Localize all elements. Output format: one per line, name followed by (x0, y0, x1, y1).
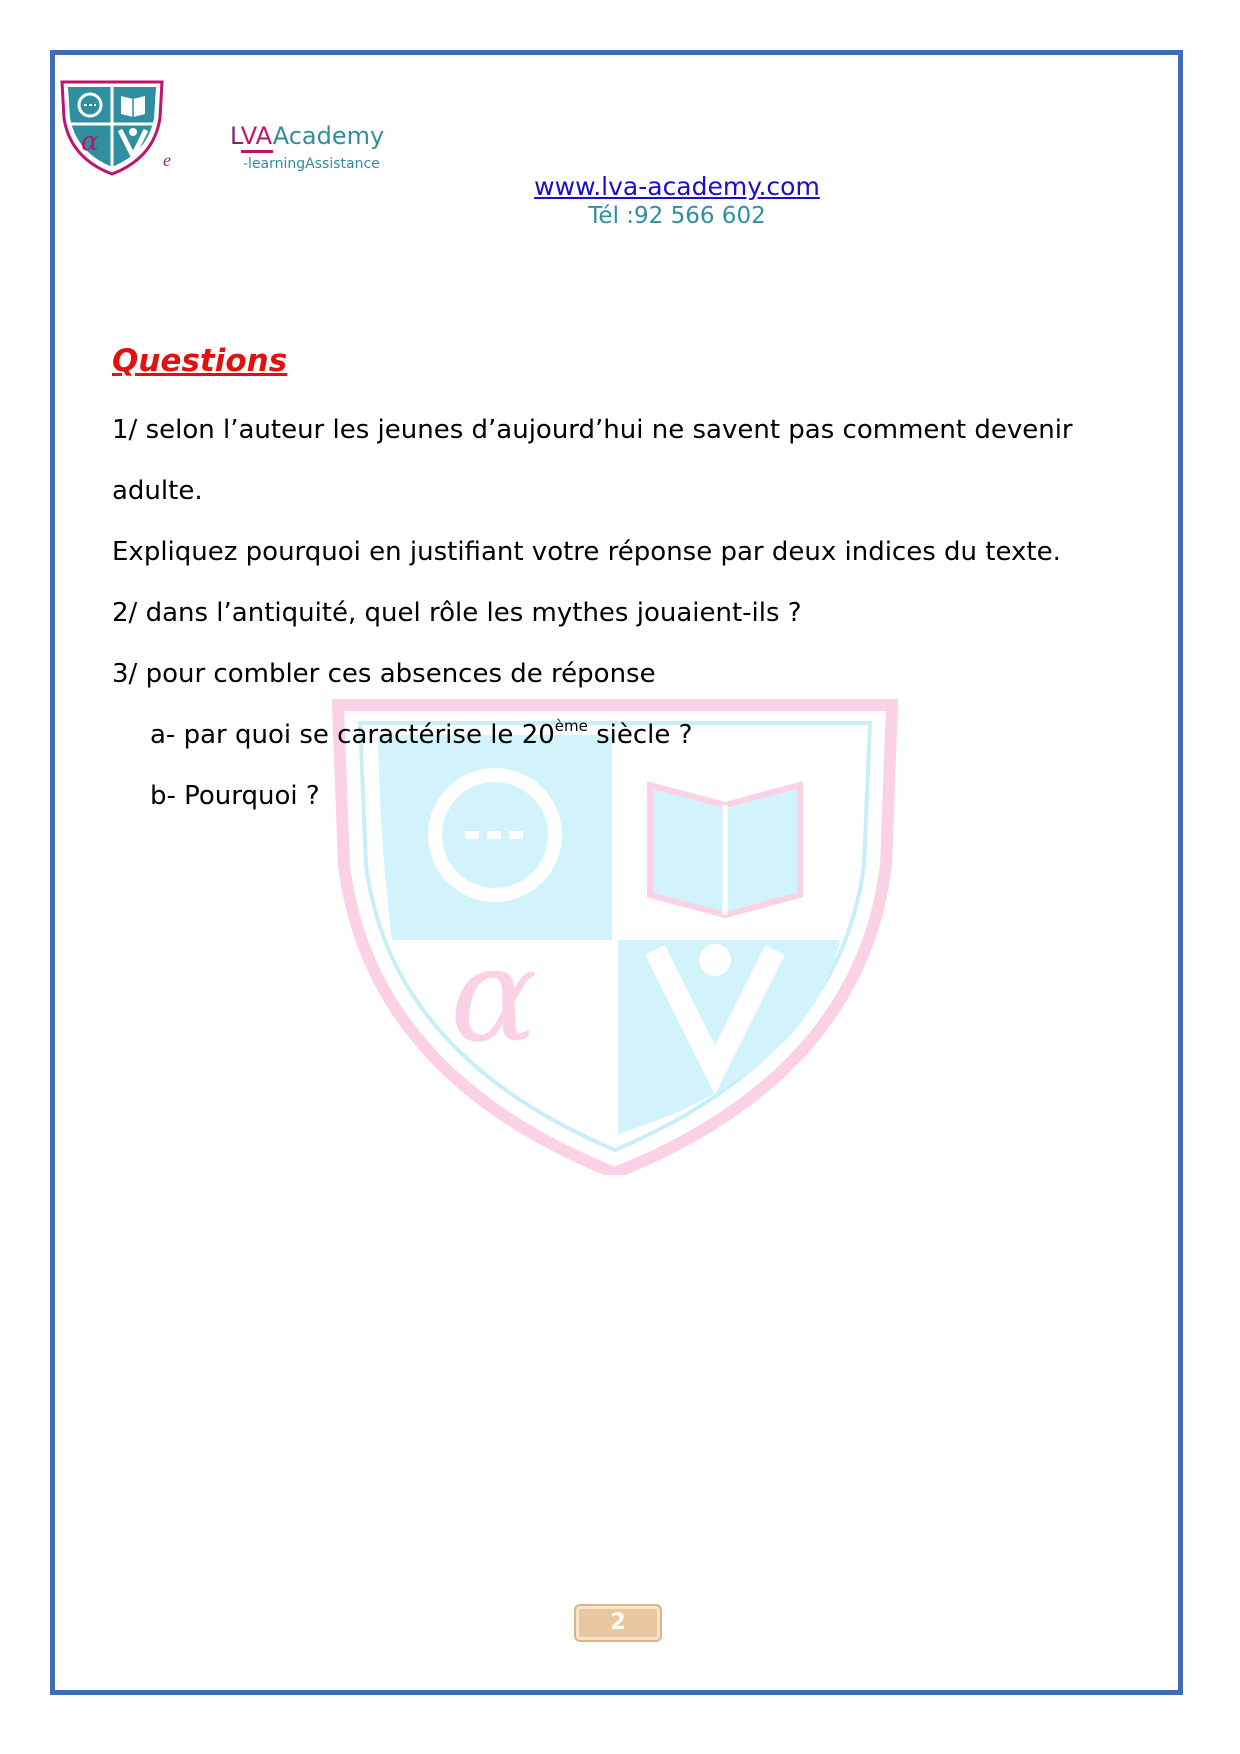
question-3: 3/ pour combler ces absences de réponse (112, 659, 656, 689)
logo-e-letter: e (163, 150, 171, 170)
question-3a-prefix: a- par quoi se caractérise le 20 (150, 720, 555, 750)
question-2: 2/ dans l’antiquité, quel rôle les mythes jouaient-ils ? (112, 598, 802, 628)
brand-l: L (230, 122, 241, 150)
phone-number: Tél :92 566 602 (588, 203, 766, 229)
questions-heading: Questions (112, 343, 288, 379)
question-3a-superscript: ème (554, 717, 588, 735)
page-number: 2 (574, 1604, 662, 1642)
brand-name (230, 122, 384, 150)
lva-shield-logo (58, 78, 166, 176)
question-3a (112, 705, 1132, 766)
questions-section (112, 340, 1132, 827)
website-link[interactable]: www.lva-academy.com (534, 172, 820, 201)
question-1-line-1: 1/ selon l’auteur les jeunes d’aujourd’hui ne savent pas comment devenir (112, 415, 1073, 445)
svg-text:α: α (81, 127, 99, 157)
brand-tagline: -learningAssistance (243, 156, 380, 172)
question-3a-suffix: siècle ? (587, 720, 693, 750)
question-1-instruction: Expliquez pourquoi en justifiant votre réponse par deux indices du texte. (112, 537, 1061, 567)
brand-va: VA (241, 122, 273, 153)
brand-academy: Academy (272, 122, 385, 150)
svg-text:α: α (450, 919, 538, 1071)
question-1-line-2: adulte. (112, 476, 203, 506)
question-3b: b- Pourquoi ? (150, 781, 320, 811)
